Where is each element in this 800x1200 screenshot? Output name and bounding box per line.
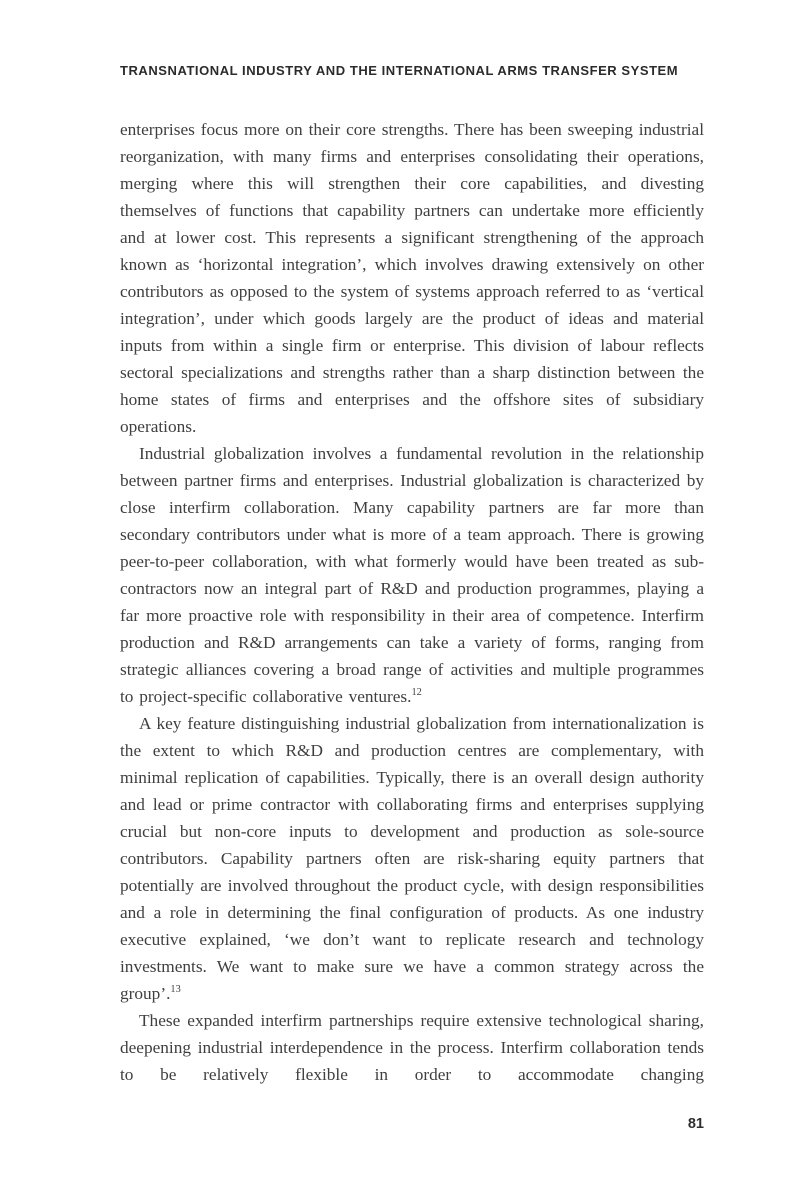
running-header: TRANSNATIONAL INDUSTRY AND THE INTERNATIONAL ARMS TRANSFER SYSTEM: [120, 63, 679, 78]
body-paragraph: A key feature distinguishing industrial globalization from internationalization is the extent to which R&D and production centres are complementary, with minimal replication of capabilities. Typically, there is an overall design authority and lead or prime contractor with collaborating firms and enterprises supplying crucial but non-core inputs to development and production as sole-source contributors. Capability partners often are risk-sharing equity partners that potentially are involved throughout the product cycle, with design responsibilities and a role in determining the final configuration of products. As one industry executive explained, ‘we don’t want to replicate research and technology investments. We want to make sure we have a common strategy across the group’.$^{13}$: [120, 714, 704, 1003]
body-text: [120, 116, 704, 1088]
page-number: 81: [687, 1116, 704, 1132]
body-paragraph: Industrial globalization involves a fundamental revolution in the relationship between partner firms and enterprises. Industrial globalization is characterized by close interfirm collaboration. Many capability partners are far more than secondary contributors under what is more of a team approach. There is growing peer-to-peer collaboration, with what formerly would have been treated as sub-contractors now an integral part of R&D and production programmes, playing a far more proactive role with responsibility in their area of competence. Interfirm production and R&D arrangements can take a variety of forms, ranging from strategic alliances covering a broad range of activities and multiple programmes to project-specific collaborative ventures.$^{12}$: [120, 444, 704, 706]
body-paragraph: These expanded interfirm partnerships require extensive technological sharing, deepening industrial interdependence in the process. Interfirm collaboration tends to be relatively flexible in order to accommodate changing: [120, 1011, 704, 1084]
body-paragraph: enterprises focus more on their core strengths. There has been sweeping industrial reorganization, with many firms and enterprises consolidating their operations, merging where this will strengthen their core capabilities, and divesting themselves of functions that capability partners can undertake more efficiently and at lower cost. This represents a significant strengthening of the approach known as ‘horizontal integration’, which involves drawing extensively on other contributors as opposed to the system of systems approach referred to as ‘vertical integration’, under which goods largely are the product of ideas and material inputs from within a single firm or enterprise. This division of labour reflects sectoral specializations and strengths rather than a sharp distinction between the home states of firms and enterprises and the offshore sites of subsidiary operations.: [120, 120, 704, 436]
footnote-marker: 13: [170, 984, 181, 996]
footnote-marker: 12: [411, 687, 422, 699]
